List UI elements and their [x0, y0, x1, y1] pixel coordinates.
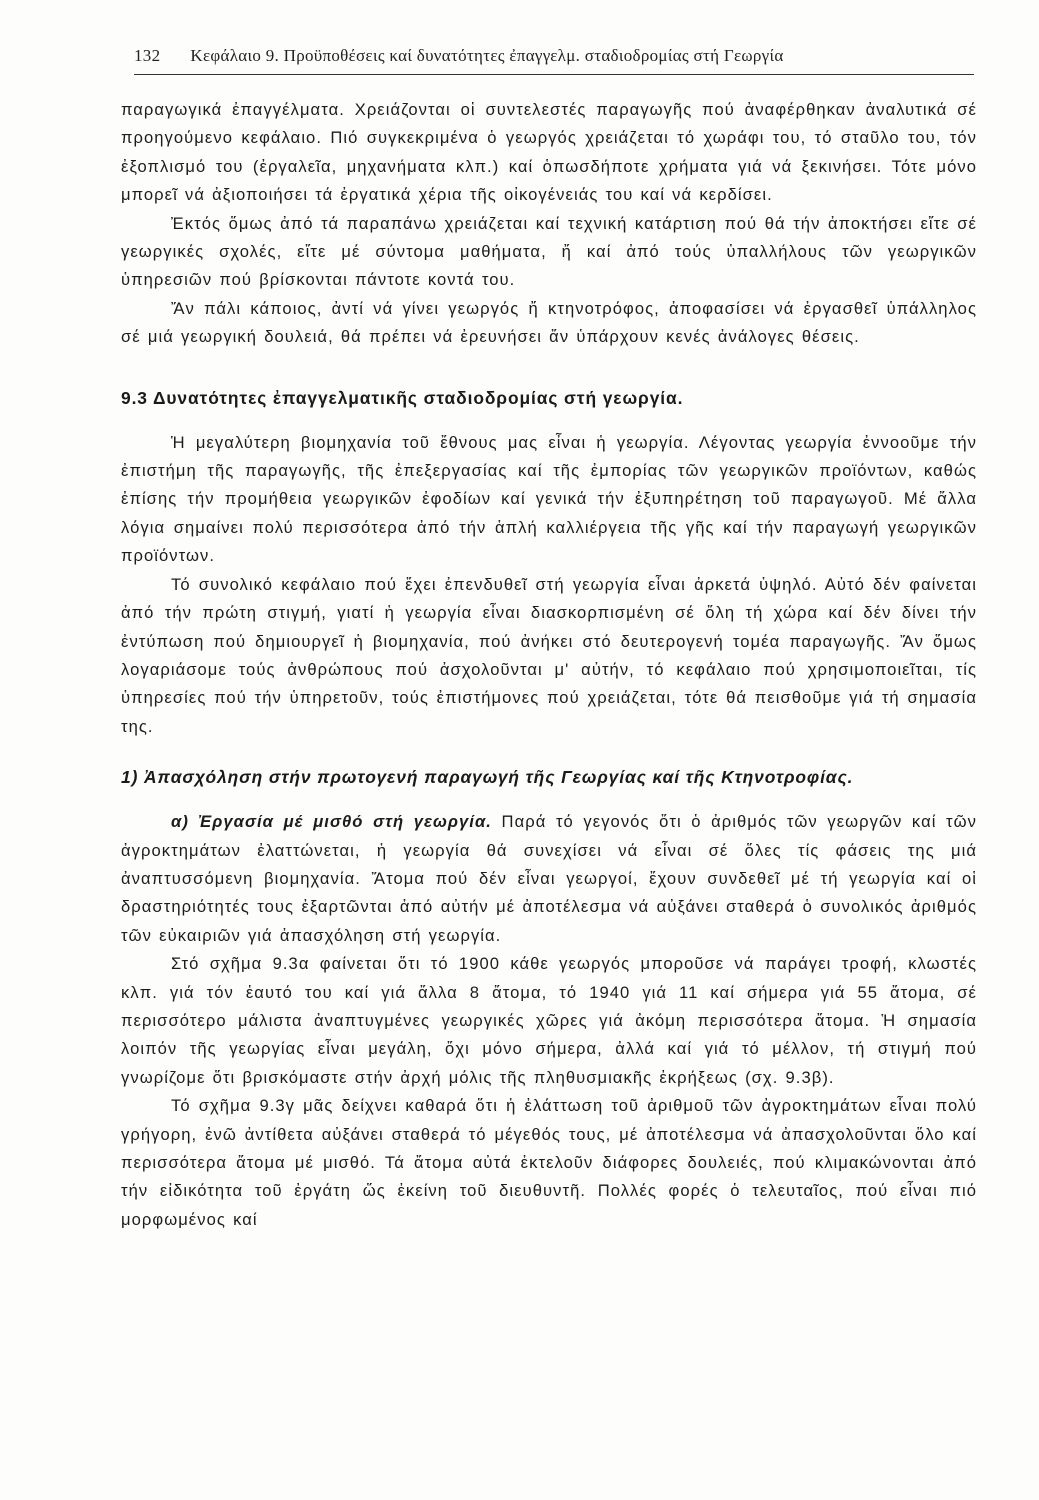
section-heading: 9.3 Δυνατότητες ἐπαγγελματικῆς σταδιοδρομίας στή γεωργία. — [121, 387, 684, 408]
running-header — [134, 46, 974, 75]
subsection-paragraph-3: Τό σχῆμα 9.3γ μᾶς δείχνει καθαρά ὅτι ἡ ἐλάττωση τοῦ ἀριθμοῦ τῶν ἀγροκτημάτων εἶναι πολύ γρήγορη, ἐνῶ ἀντίθετα αὐξάνει σταθερά τό μέγεθός τους, μέ ἀποτέλεσμα νά ἀπασχολοῦνται ὅλο καί περισσότερα ἄτομα μέ μισθό. Τά ἄτομα αὐτά ἐκτελοῦν διάφορες δουλειές, πού κλιμακώνονται ἀπό τήν εἰδικότητα τοῦ ἐργάτη ὥς ἐκείνη τοῦ διευθυντῆ. Πολλές φορές ὁ τελευταῖος, πού εἶναι πιό μορφωμένος καί — [121, 1096, 977, 1229]
subsection-paragraph-a — [121, 808, 977, 950]
subsection-a-text: Παρά τό γεγονός ὅτι ὁ ἀριθμός τῶν γεωργῶν καί τῶν ἀγροκτημάτων ἐλαττώνεται, ἡ γεωργία θά συνεχίσει νά εἶναι σέ ὅλες τίς φάσεις της μιά ἀναπτυσσόμενη βιομηχανία. Ἄτομα πού δέν εἶναι γεωργοί, ἔχουν συνδεθεῖ μέ τή γεωργία καί οἱ δραστηριότητές τους ἐξαρτῶνται ἀπό αὐτήν μέ ἀποτέλεσμα νά αὐξάνει σταθερά ὁ συνολικός ἀριθμός τῶν εὐκαιριῶν γιά ἀπασχόληση στή γεωργία. — [121, 812, 978, 945]
page-number: 132 — [134, 46, 161, 65]
intro-paragraph-3: Ἄν πάλι κάποιος, ἀντί νά γίνει γεωργός ἤ κτηνοτρόφος, ἀποφασίσει νά ἐργασθεῖ ὑπάλληλος σέ μιά γεωργική δουλειά, θά πρέπει νά ἐρευνήσει ἄν ὑπάρχουν κενές ἀνάλογες θέσεις. — [121, 298, 977, 347]
section-paragraph-1: Ἡ μεγαλύτερη βιομηχανία τοῦ ἔθνους μας εἶναι ἡ γεωργία. Λέγοντας γεωργία ἐννοοῦμε τήν ἐπιστήμη τῆς παραγωγῆς, τῆς ἐπεξεργασίας καί τῆς ἐμπορίας τῶν γεωργικῶν προϊόντων, καθώς ἐπίσης τήν προμήθεια γεωργικῶν ἐφοδίων καί γενικά τήν ἐξυπηρέτηση τοῦ παραγωγοῦ. Μέ ἄλλα λόγια σημαίνει πολύ περισσότερα ἀπό τήν ἁπλή καλλιέργεια τῆς γῆς καί τήν παραγωγή γεωργικῶν προϊόντων. — [121, 432, 977, 566]
running-title: Κεφάλαιο 9. Προϋποθέσεις καί δυνατότητες ἐπαγγελμ. σταδιοδρομίας στή Γεωργία — [190, 46, 784, 65]
subsection-paragraph-2: Στό σχῆμα 9.3α φαίνεται ὅτι τό 1900 κάθε γεωργός μποροῦσε νά παράγει τροφή, κλωστές κλπ. γιά τόν ἑαυτό του καί γιά ἄλλα 8 ἄτομα, τό 1940 γιά 11 καί σήμερα γιά 55 ἄτομα, σέ περισσότερο μάλιστα ἀναπτυγμένες γεωργικές χῶρες γιά ἀκόμη περισσότερα ἄτομα. Ἡ σημασία λοιπόν τῆς γεωργίας εἶναι μεγάλη, ὄχι μόνο σήμερα, ἀλλά καί γιά τό μέλλον, τή στιγμή πού γνωρίζομε ὅτι βρισκόμαστε στήν ἀρχή μόλις τῆς πληθυσμιακῆς ἐκρήξεως (σχ. 9.3β). — [121, 954, 977, 1087]
page-body — [121, 96, 977, 1234]
intro-paragraph-2: Ἐκτός ὅμως ἀπό τά παραπάνω χρειάζεται καί τεχνική κατάρτιση πού θά τήν ἀποκτήσει εἴτε σέ γεωργικές σχολές, εἴτε μέ σύντομα μαθήματα, ἤ καί ἀπό τούς ὑπαλλήλους τῶν γεωργικῶν ὑπηρεσιῶν πού βρίσκονται πάντοτε κοντά του. — [121, 213, 977, 290]
section-paragraph-2: Τό συνολικό κεφάλαιο πού ἔχει ἐπενδυθεῖ στή γεωργία εἶναι ἀρκετά ὑψηλό. Αὐτό δέν φαίνεται ἀπό τήν πρώτη στιγμή, γιατί ἡ γεωργία εἶναι διασκορπισμένη σέ ὅλη τή χώρα καί δέν δίνει τήν ἐντύπωση πού δημιουργεῖ ἡ βιομηχανία, πού ἀνήκει στό δευτερογενή τομέα παραγωγῆς. Ἄν ὅμως λογαριάσομε τούς ἀνθρώπους πού ἀσχολοῦνται μ' αὐτήν, τό κεφάλαιο πού χρησιμοποιεῖται, τίς ὑπηρεσίες πού τήν ὑπηρετοῦν, τούς ἐπιστήμονες πού χρειάζεται, τότε θά πεισθοῦμε γιά τή σημασία της. — [121, 574, 977, 736]
intro-paragraph-1: παραγωγικά ἐπαγγέλματα. Χρειάζονται οἱ συντελεστές παραγωγῆς πού ἀναφέρθηκαν ἀναλυτικά σέ προηγούμενο κεφάλαιο. Πιό συγκεκριμένα ὁ γεωργός χρειάζεται τό χωράφι του, τό σταῦλο του, τόν ἐξοπλισμό του (ἐργαλεῖα, μηχανήματα κλπ.) καί ὁπωσδήποτε χρήματα γιά νά ξεκινήσει. Τότε μόνο μπορεῖ νά ἀξιοποιήσει τά ἐργατικά χέρια τῆς οἰκογένειάς του καί νά κερδίσει. — [121, 100, 977, 205]
subsection-a-label: α) Ἐργασία μέ μισθό στή γεωργία. — [171, 812, 492, 832]
subsection-heading: 1) Ἀπασχόληση στήν πρωτογενή παραγωγή τῆς Γεωργίας καί τῆς Κτηνοτροφίας. — [121, 767, 854, 788]
